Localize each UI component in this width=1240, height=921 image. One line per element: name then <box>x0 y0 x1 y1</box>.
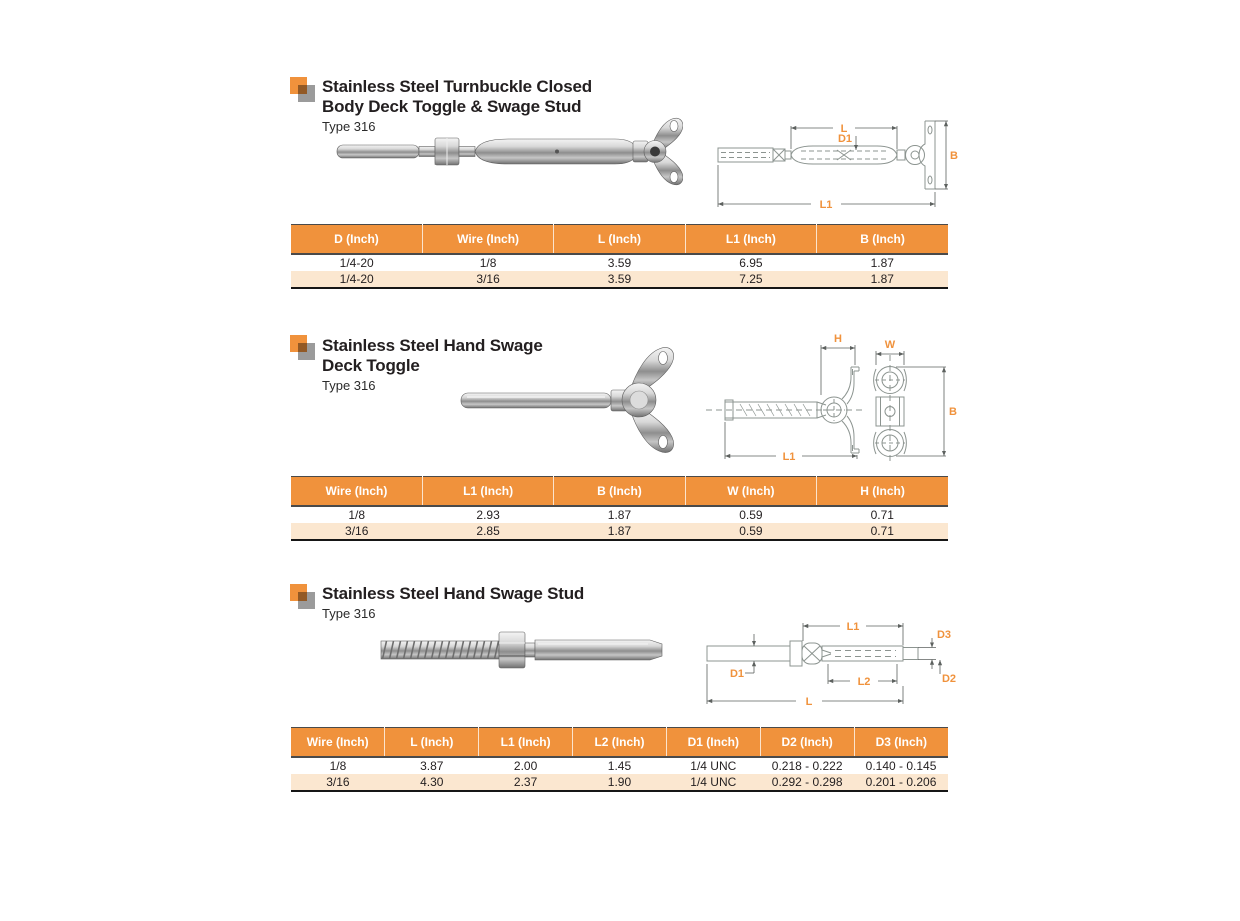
swage-stud-spec-table <box>291 727 948 792</box>
table-cell: 2.93 <box>476 507 500 522</box>
section-title-line1: Stainless Steel Turnbuckle Closed <box>322 77 592 96</box>
table-cell: 0.201 - 0.206 <box>865 774 937 789</box>
table-header-row <box>291 728 948 757</box>
table-cell: 1/8 <box>479 255 497 270</box>
orange-square-icon <box>290 335 307 352</box>
table-cell: 0.218 - 0.222 <box>771 758 843 773</box>
dim-label-L1: L1 <box>782 451 796 463</box>
table-row <box>291 506 948 523</box>
table-cell: 0.59 <box>739 523 763 538</box>
dim-label-L1: L1 <box>846 621 860 633</box>
table-cell: 4.30 <box>420 774 444 789</box>
table-cell: 1.87 <box>870 271 894 286</box>
dim-label-L: L <box>805 696 813 708</box>
table-cell: 3.59 <box>607 271 632 286</box>
column-header: Wire (Inch) <box>291 477 422 506</box>
dim-label-L: L <box>840 123 848 135</box>
table-cell: 1.90 <box>607 774 632 789</box>
column-header: L1 (Inch) <box>479 728 573 757</box>
turnbuckle-spec-table <box>291 224 948 289</box>
turnbuckle-product-photo <box>333 115 683 205</box>
table-cell: 1.87 <box>870 255 894 270</box>
table-cell: 1/4 UNC <box>690 774 737 789</box>
dim-label-L2: L2 <box>857 676 871 688</box>
table-cell: 1/8 <box>329 758 347 773</box>
table-cell: 0.71 <box>870 523 894 538</box>
column-header: L (Inch) <box>554 225 685 254</box>
column-header: L1 (Inch) <box>685 225 816 254</box>
table-cell: 1/8 <box>348 507 366 522</box>
column-header: B (Inch) <box>817 225 948 254</box>
table-cell: 2.37 <box>513 774 538 789</box>
section-title-block <box>322 77 592 135</box>
column-header: L2 (Inch) <box>573 728 667 757</box>
turnbuckle-dimension-diagram <box>705 105 960 220</box>
section-bullet-icon <box>290 77 320 107</box>
column-header: H (Inch) <box>817 477 948 506</box>
column-header: D1 (Inch) <box>666 728 760 757</box>
section-title-block <box>322 584 584 622</box>
table-row <box>291 271 948 288</box>
table-cell: 3.87 <box>420 758 444 773</box>
section-title-line2: Body Deck Toggle & Swage Stud <box>322 97 582 116</box>
table-cell: 3.59 <box>607 255 632 270</box>
table-cell: 0.71 <box>870 507 894 522</box>
dim-label-D3: D3 <box>936 629 952 641</box>
table-row <box>291 254 948 271</box>
gray-square-icon <box>298 343 315 360</box>
dim-label-D2: D2 <box>941 673 957 685</box>
column-header: W (Inch) <box>685 477 816 506</box>
section-bullet-icon <box>290 335 320 365</box>
column-header: L1 (Inch) <box>422 477 553 506</box>
column-header: D (Inch) <box>291 225 422 254</box>
deck-toggle-dimension-diagram <box>700 325 960 465</box>
gray-square-icon <box>298 85 315 102</box>
column-header: L (Inch) <box>385 728 479 757</box>
column-header: D2 (Inch) <box>760 728 854 757</box>
table-cell: 2.00 <box>513 758 538 773</box>
column-header: Wire (Inch) <box>422 225 553 254</box>
column-header: D3 (Inch) <box>854 728 948 757</box>
dim-label-W: W <box>884 339 896 351</box>
section-title-block <box>322 336 543 394</box>
deck-toggle-spec-table <box>291 476 948 541</box>
orange-square-icon <box>290 77 307 94</box>
table-cell: 0.140 - 0.145 <box>865 758 937 773</box>
table-cell: 1/4-20 <box>339 271 374 286</box>
section-bullet-icon <box>290 584 320 614</box>
section-subtitle: Type 316 <box>322 606 376 621</box>
swage-stud-dimension-diagram <box>700 612 960 720</box>
section-title-line1: Stainless Steel Hand Swage Stud <box>322 584 585 603</box>
table-cell: 3/16 <box>476 271 500 286</box>
table-cell: 2.85 <box>476 523 500 538</box>
section-title-line1: Stainless Steel Hand Swage <box>322 336 543 355</box>
table-header-row <box>291 225 948 254</box>
column-header: Wire (Inch) <box>291 728 385 757</box>
table-cell: 3/16 <box>326 774 350 789</box>
table-row <box>291 774 948 791</box>
gray-square-icon <box>298 592 315 609</box>
deck-toggle-product-photo <box>455 336 677 458</box>
table-cell: 0.59 <box>739 507 763 522</box>
dim-label-B: B <box>949 406 957 418</box>
table-cell: 0.292 - 0.298 <box>771 774 843 789</box>
table-cell: 1.87 <box>607 523 632 538</box>
table-cell: 3/16 <box>345 523 369 538</box>
table-row <box>291 523 948 540</box>
table-cell: 1.87 <box>607 507 632 522</box>
dim-label-L1: L1 <box>819 199 833 211</box>
table-cell: 1/4 UNC <box>690 758 737 773</box>
table-cell: 1.45 <box>607 758 632 773</box>
dim-label-D1: D1 <box>837 133 853 145</box>
column-header: B (Inch) <box>554 477 685 506</box>
table-cell: 7.25 <box>739 271 763 286</box>
swage-stud-product-photo <box>378 628 670 674</box>
table-cell: 6.95 <box>739 255 763 270</box>
section-title-line2: Deck Toggle <box>322 356 420 375</box>
table-cell: 1/4-20 <box>339 255 374 270</box>
table-row <box>291 757 948 774</box>
table-header-row <box>291 477 948 506</box>
dim-label-D1: D1 <box>729 668 745 680</box>
section-subtitle: Type 316 <box>322 119 376 134</box>
orange-square-icon <box>290 584 307 601</box>
dim-label-B: B <box>950 150 958 162</box>
section-subtitle: Type 316 <box>322 378 376 393</box>
dim-label-H: H <box>834 333 842 345</box>
